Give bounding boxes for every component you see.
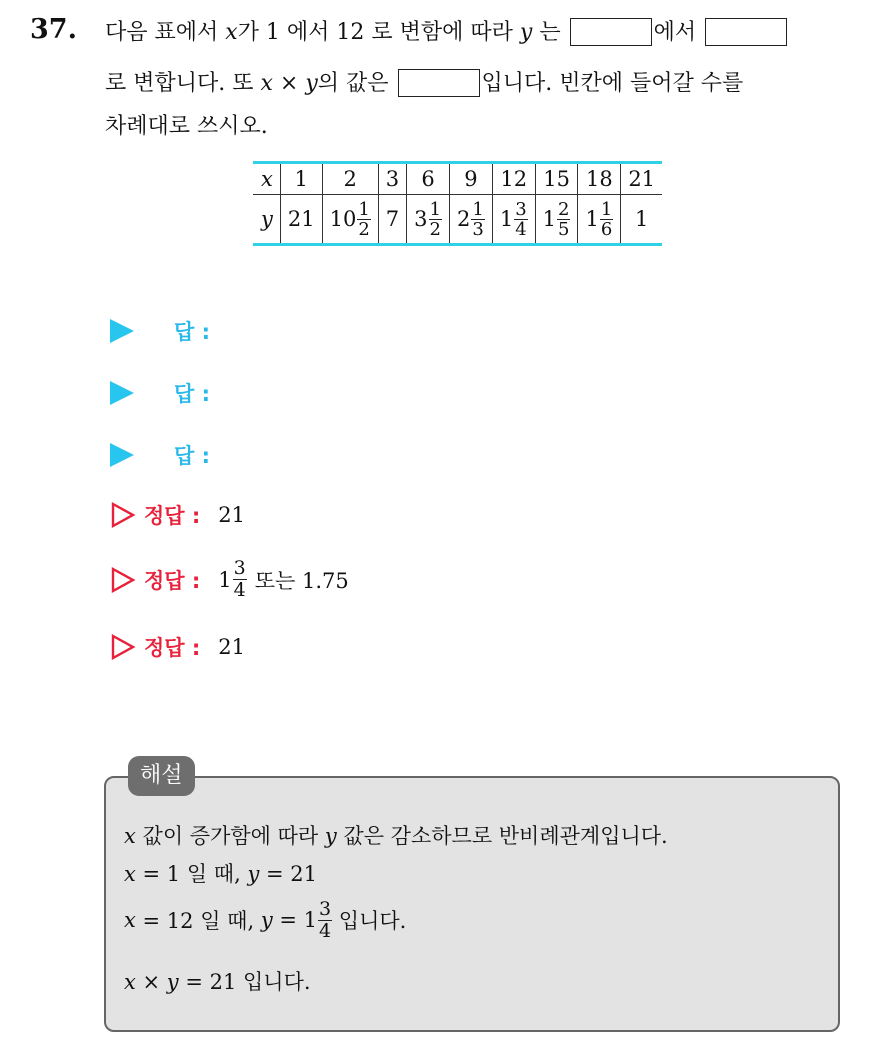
- table-cell: 7: [378, 195, 406, 245]
- answer-blank-3: [398, 69, 480, 97]
- table-cell: 1 $\frac{2}{5}$: [535, 195, 578, 245]
- question-number: 37.: [30, 14, 77, 45]
- correct-answer-row: [110, 500, 245, 530]
- table-cell: 6: [407, 163, 450, 195]
- table-cell: 9: [450, 163, 493, 195]
- outline-triangle-icon: [110, 634, 136, 660]
- correct-answer-row: [110, 632, 245, 662]
- answer-label: 답 :: [174, 382, 210, 406]
- answer-label: 답 :: [174, 320, 210, 344]
- correct-answer-row: [110, 558, 349, 601]
- correct-label: 정답 :: [144, 636, 201, 660]
- correct-label: 정답 :: [144, 568, 201, 593]
- question-line-1: 다음 표에서 x가 1 에서 12 로 변함에 따라 y 는 에서: [105, 18, 789, 48]
- explanation-tab: 해설: [128, 756, 195, 796]
- question-line-2: 로 변합니다. 또 x × y의 값은 입니다. 빈칸에 들어갈 수를: [105, 71, 744, 96]
- table-cell: 1: [280, 163, 322, 195]
- table-cell: 2: [322, 163, 378, 195]
- question-line-3: 차례대로 쓰시오.: [105, 114, 268, 139]
- answer-blank-1: [570, 18, 652, 46]
- correct-value: 21: [218, 503, 246, 527]
- explanation-line-4: x × y = 21 입니다.: [124, 970, 311, 994]
- play-triangle-icon: [110, 381, 134, 405]
- xy-table: [253, 161, 662, 246]
- table-cell: 12: [492, 163, 535, 195]
- answer-row: [110, 378, 210, 408]
- answer-row: [110, 440, 210, 470]
- correct-label: 정답 :: [144, 504, 201, 528]
- outline-triangle-icon: [110, 502, 136, 528]
- table-cell: 21: [621, 163, 662, 195]
- correct-value: 1 $\frac{3}{4}$ 또는 1.75: [218, 557, 349, 601]
- outline-triangle-icon: [110, 567, 136, 593]
- table-row-y: [253, 195, 662, 245]
- table-cell: 1 $\frac{3}{4}$: [492, 195, 535, 245]
- table-cell: 3: [378, 163, 406, 195]
- table-cell: 3 $\frac{1}{2}$: [407, 195, 450, 245]
- explanation-line-3: x = 12 일 때, y = 1 $\frac{3}{4}$ 입니다.: [124, 897, 407, 942]
- answer-label: 답 :: [174, 444, 210, 468]
- correct-value: 21: [218, 635, 246, 659]
- table-cell: 2 $\frac{1}{3}$: [450, 195, 493, 245]
- table-cell: 1: [621, 195, 662, 245]
- table-cell: 18: [578, 163, 621, 195]
- table-cell: 15: [535, 163, 578, 195]
- play-triangle-icon: [110, 319, 134, 343]
- answer-blank-2: [705, 18, 787, 46]
- table-header-x: x: [253, 163, 280, 195]
- table-row-x: [253, 163, 662, 195]
- table-cell: 21: [280, 195, 322, 245]
- table-cell: 10 $\frac{1}{2}$: [322, 195, 378, 245]
- explanation-line-2: x = 1 일 때, y = 21: [124, 862, 318, 886]
- table-cell: 1 $\frac{1}{6}$: [578, 195, 621, 245]
- play-triangle-icon: [110, 443, 134, 467]
- explanation-line-1: x 값이 증가함에 따라 y 값은 감소하므로 반비례관계입니다.: [124, 824, 668, 848]
- answer-row: [110, 316, 210, 346]
- table-header-y: y: [261, 207, 273, 231]
